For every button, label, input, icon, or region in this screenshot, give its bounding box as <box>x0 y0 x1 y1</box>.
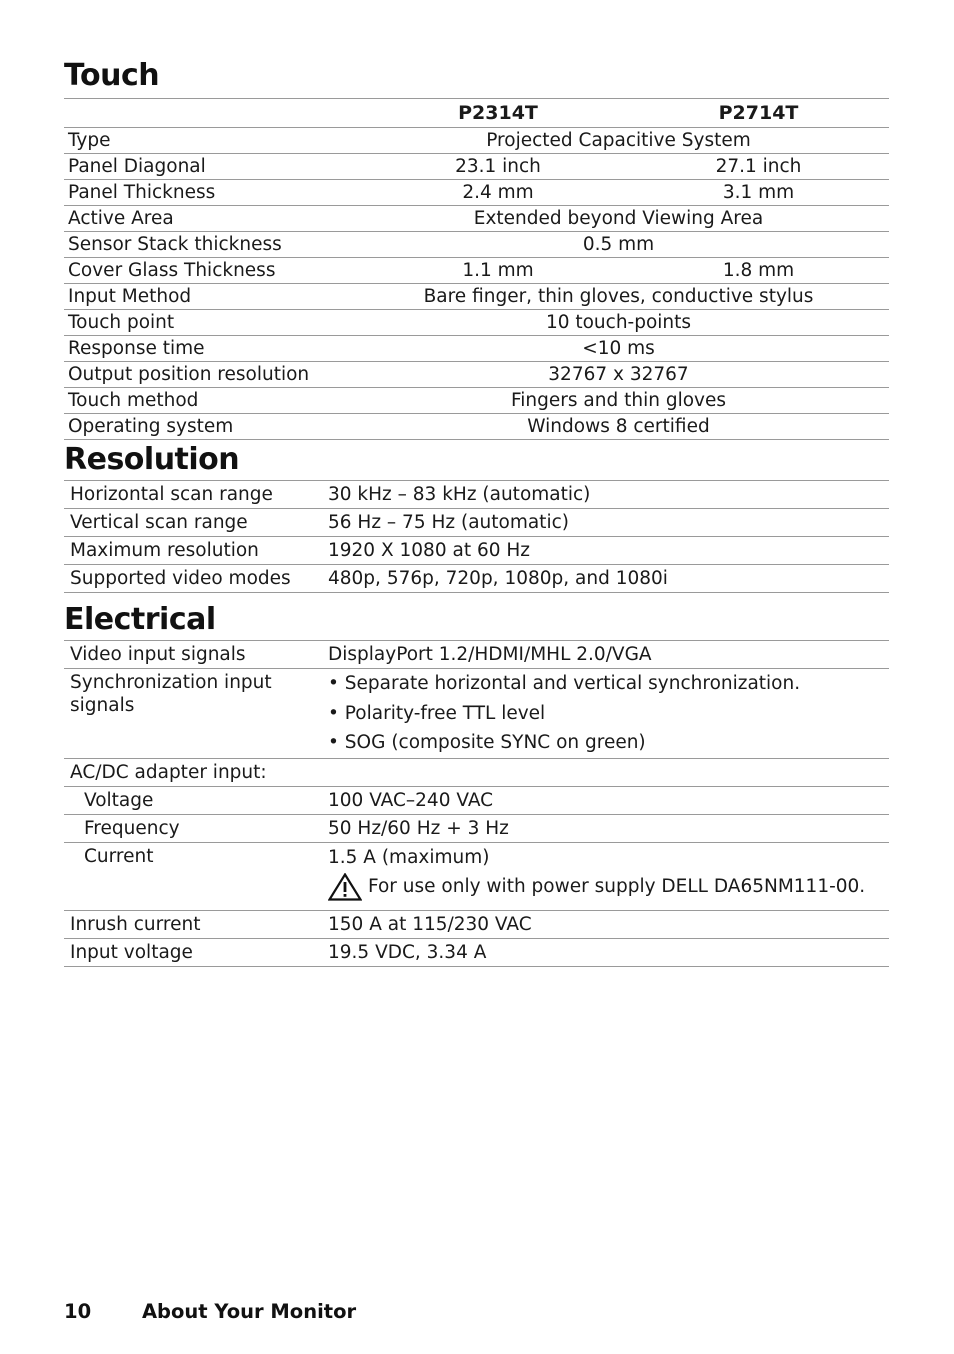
table-row <box>64 565 889 593</box>
table-row <box>64 537 889 565</box>
table-row <box>64 414 889 440</box>
section-title: About Your Monitor <box>141 1300 357 1323</box>
row-label: Horizontal scan range <box>70 484 273 505</box>
warning-triangle-icon <box>328 873 362 901</box>
row-value: 1.5 A (maximum) <box>328 846 490 868</box>
row-label: Response time <box>68 338 205 359</box>
table-row <box>64 206 889 232</box>
resolution-spec-table <box>64 480 889 593</box>
row-value: Projected Capacitive System <box>486 130 751 151</box>
row-value: Extended beyond Viewing Area <box>473 208 764 229</box>
row-value: 56 Hz – 75 Hz (automatic) <box>328 512 569 533</box>
electrical-heading: Electrical <box>64 602 216 637</box>
row-value: 3.1 mm <box>722 182 795 203</box>
row-label: Synchronization input signals <box>70 672 272 716</box>
row-value: 1.1 mm <box>462 260 534 281</box>
row-label: Operating system <box>68 416 234 437</box>
row-label: Frequency <box>84 817 180 839</box>
table-row <box>64 814 889 842</box>
row-value: 27.1 inch <box>715 156 802 177</box>
row-label: Vertical scan range <box>70 512 248 533</box>
table-row <box>64 786 889 814</box>
warning-text: For use only with power supply DELL DA65NM111-00. <box>368 876 866 897</box>
row-value: Fingers and thin gloves <box>511 390 726 411</box>
table-row <box>64 911 889 939</box>
touch-heading: Touch <box>64 58 160 93</box>
table-row <box>64 939 889 967</box>
list-item: • Polarity-free TTL level <box>328 702 546 724</box>
row-value: 0.5 mm <box>582 234 655 255</box>
resolution-heading: Resolution <box>64 442 240 477</box>
row-label: Input voltage <box>70 942 193 964</box>
row-value: 19.5 VDC, 3.34 A <box>328 942 487 964</box>
row-value: 10 touch-points <box>545 312 692 333</box>
table-row <box>64 232 889 258</box>
row-label: Maximum resolution <box>70 540 259 561</box>
row-label: Cover Glass Thickness <box>68 260 276 281</box>
table-row <box>64 180 889 206</box>
table-row <box>64 284 889 310</box>
row-label: Touch point <box>68 312 175 333</box>
row-label: Touch method <box>68 390 199 411</box>
row-label: Current <box>84 845 154 867</box>
row-value: 23.1 inch <box>455 156 541 177</box>
row-value: 50 Hz/60 Hz + 3 Hz <box>328 817 509 839</box>
row-label: Voltage <box>84 789 154 811</box>
row-label: Active Area <box>68 208 174 229</box>
row-label: Panel Thickness <box>68 182 216 203</box>
warning-note <box>328 872 865 902</box>
page-number: 10 <box>64 1300 92 1323</box>
list-item: • SOG (composite SYNC on green) <box>328 732 646 753</box>
page-footer <box>64 1300 356 1323</box>
model-header: P2714T <box>718 102 799 124</box>
row-value: <10 ms <box>582 338 655 359</box>
model-header: P2314T <box>458 102 538 124</box>
table-row <box>64 258 889 284</box>
row-value: DisplayPort 1.2/HDMI/MHL 2.0/VGA <box>328 644 652 665</box>
table-row <box>64 641 889 669</box>
table-row <box>64 336 889 362</box>
list-item: • Separate horizontal and vertical synchronization. <box>328 673 801 694</box>
row-value: 1920 X 1080 at 60 Hz <box>328 540 530 561</box>
row-value: 150 A at 115/230 VAC <box>328 914 532 936</box>
table-row <box>64 154 889 180</box>
row-value: 32767 x 32767 <box>548 364 689 385</box>
table-row <box>64 842 889 911</box>
table-row <box>64 128 889 154</box>
table-row <box>64 669 889 759</box>
row-value: 30 kHz – 83 kHz (automatic) <box>328 484 591 505</box>
row-label: Panel Diagonal <box>68 156 206 177</box>
row-value: 1.8 mm <box>722 260 795 281</box>
table-row <box>64 362 889 388</box>
row-value: 2.4 mm <box>462 182 534 203</box>
row-label: Sensor Stack thickness <box>68 234 282 255</box>
row-value: 100 VAC–240 VAC <box>328 789 494 811</box>
table-row <box>64 758 889 786</box>
row-value: 480p, 576p, 720p, 1080p, and 1080i <box>328 568 668 589</box>
row-label: Output position resolution <box>68 364 310 385</box>
row-value: Windows 8 certified <box>527 416 710 437</box>
table-row <box>64 388 889 414</box>
row-label: Type <box>68 130 111 151</box>
row-label: Supported video modes <box>70 568 291 589</box>
touch-header-row <box>64 99 889 128</box>
table-row <box>64 509 889 537</box>
electrical-spec-table <box>64 640 889 967</box>
row-value: Bare finger, thin gloves, conductive stylus <box>423 286 814 307</box>
row-label: Inrush current <box>70 914 201 936</box>
table-row <box>64 481 889 509</box>
row-label: AC/DC adapter input: <box>70 761 267 783</box>
row-label: Input Method <box>68 286 192 307</box>
row-label: Video input signals <box>70 644 246 665</box>
table-row <box>64 310 889 336</box>
touch-spec-table <box>64 98 889 440</box>
